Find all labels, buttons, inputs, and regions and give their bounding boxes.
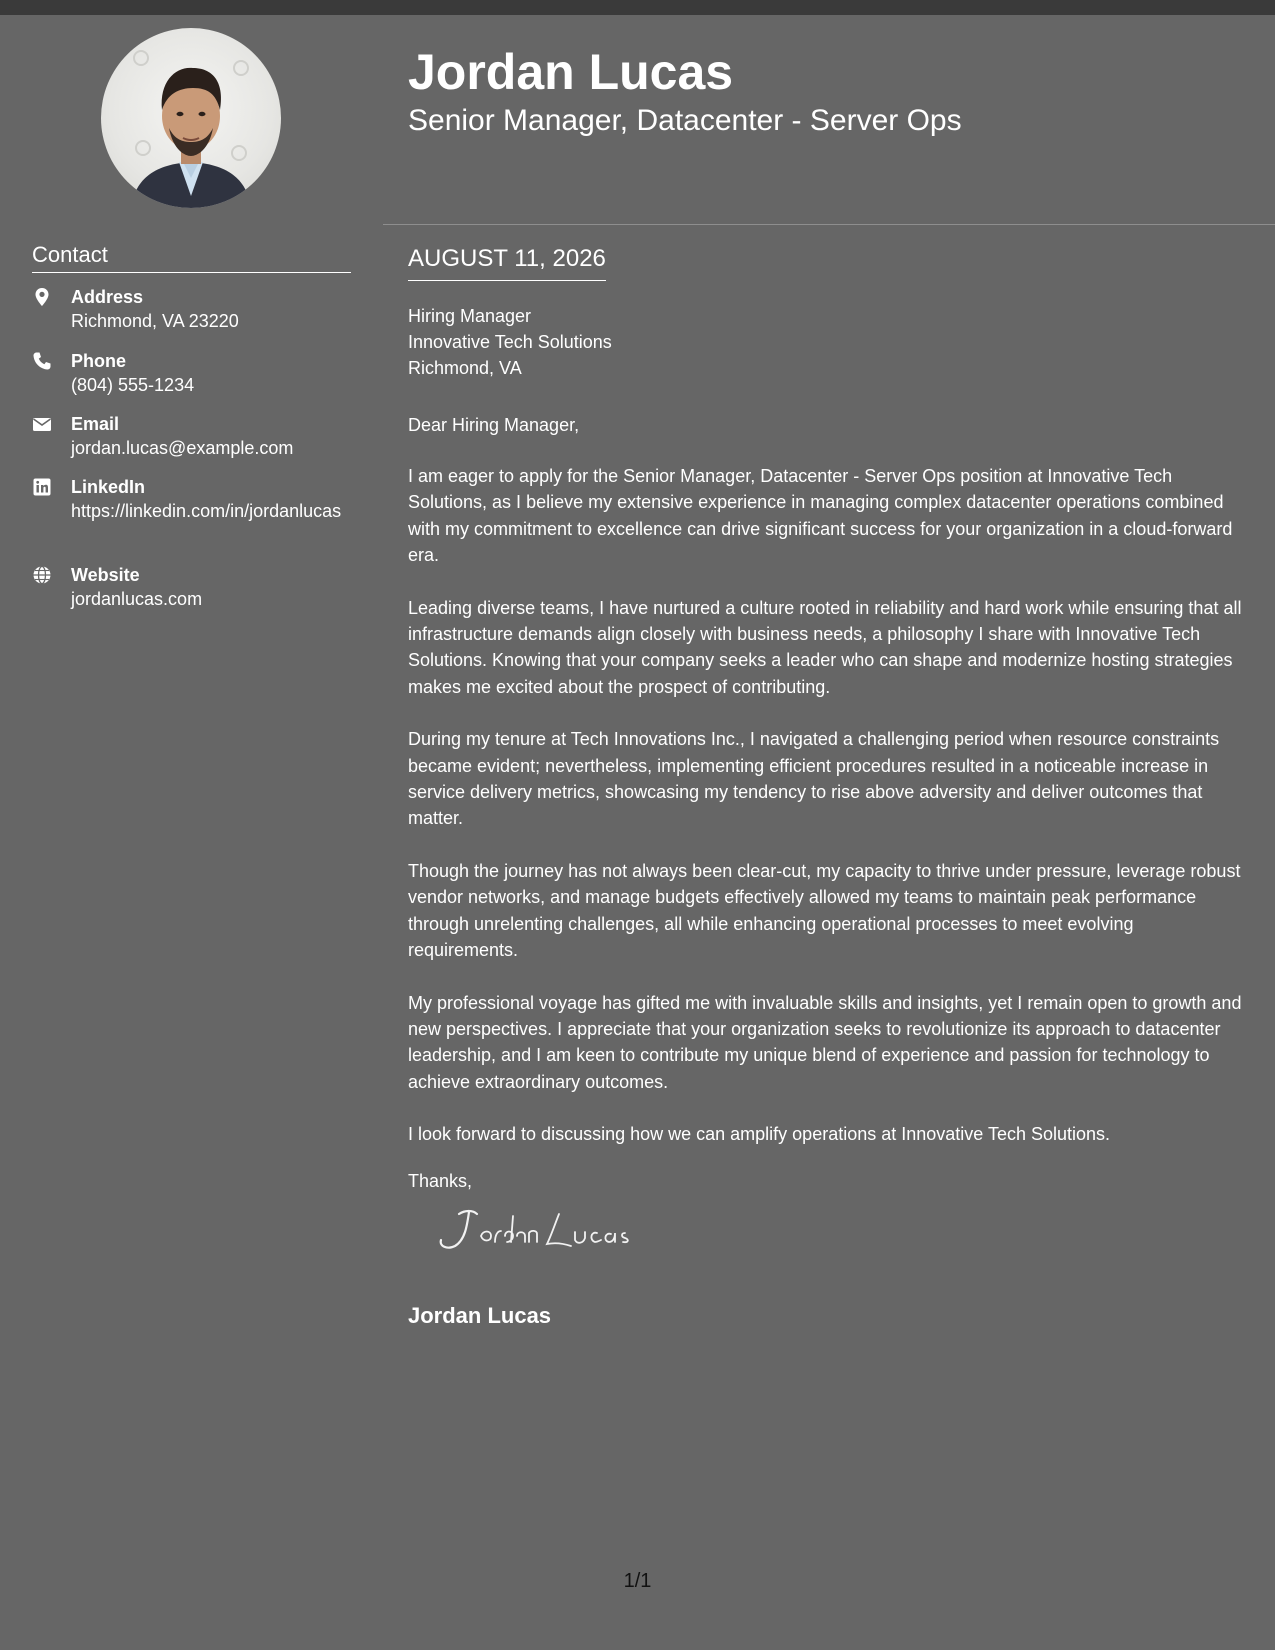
contact-label: Phone [71,351,127,371]
contact-value: (804) 555-1234 [71,375,195,395]
contact-value: Richmond, VA 23220 [71,311,239,331]
body-paragraph: During my tenure at Tech Innovations Inc., I navigated a challenging period when resource constraints became evident; nevertheless, implementing efficient procedures resulted in a noticeable increase in service delivery metrics, showcasing my tendency to rise above adversity and deliver outcomes that matter. [408,729,1220,829]
signoff: Thanks, [408,1171,473,1191]
salutation: Dear Hiring Manager, [408,415,580,435]
contact-value[interactable]: jordanlucas.com [71,589,203,609]
phone-icon [32,351,52,371]
contact-heading: Contact [32,242,351,273]
globe-icon [32,565,52,585]
avatar-illustration [101,28,281,208]
recipient-line: Richmond, VA [408,358,522,378]
body-paragraph: I look forward to discussing how we can amplify operations at Innovative Tech Solutions. [408,1124,1111,1145]
contact-label: LinkedIn [71,477,146,497]
signed-name: Jordan Lucas [408,1303,552,1328]
contact-label: Email [71,414,120,434]
contact-label: Website [71,565,140,585]
body-paragraph: I am eager to apply for the Senior Manager, Datacenter - Server Ops position at Innovative Tech Solutions, as I believe my extensive experience in managing complex datacenter operations combined with my commitment to excellence can drive significant success for your organization in a cloud-forward era. [408,466,1233,566]
contact-value[interactable]: jordan.lucas@example.com [71,438,294,458]
top-bar [0,0,1275,15]
letter-main [383,15,1275,1650]
contact-value[interactable]: https://linkedin.com/in/jordanlucas [71,501,342,521]
envelope-icon [32,414,52,434]
profile-photo [101,28,281,208]
recipient-block [408,303,612,381]
contact-label: Address [71,287,144,307]
body-paragraph: Leading diverse teams, I have nurtured a culture rooted in reliability and hard work while ensuring that all infrastructure demands align closely with business needs, a philosophy I share with Innovative Tech Solutions. Knowing that your company seeks a leader who can shape and modernize hosting strategies makes me excited about the prospect of contributing. [408,597,1242,697]
page-number: 1/1 [623,1570,652,1592]
letter-body [408,463,1248,1174]
body-paragraph: My professional voyage has gifted me with invaluable skills and insights, yet I remain open to growth and new perspectives. I appreciate that your organization seeks to revolutionize its approach to datacenter leadership, and I am keen to contribute my unique blend of experience and passion for technology to achieve extraordinary outcomes. [408,992,1242,1092]
body-paragraph: Though the journey has not always been clear-cut, my capacity to thrive under pressure, leverage robust vendor networks, and manage budgets effectively allowed my teams to maintain peak performance through unrelenting challenges, all while enhancing operational processes to meet evolving requirements. [408,860,1241,961]
location-pin-icon [32,287,52,307]
applicant-name: Jordan Lucas [408,44,734,100]
recipient-line: Innovative Tech Solutions [408,332,612,352]
sidebar [0,15,383,1650]
handwritten-signature [425,1200,655,1260]
header-divider [383,224,1275,225]
linkedin-icon [32,477,52,497]
job-title: Senior Manager, Datacenter - Server Ops [408,104,962,137]
recipient-line: Hiring Manager [408,306,532,326]
letter-date: AUGUST 11, 2026 [408,244,606,281]
